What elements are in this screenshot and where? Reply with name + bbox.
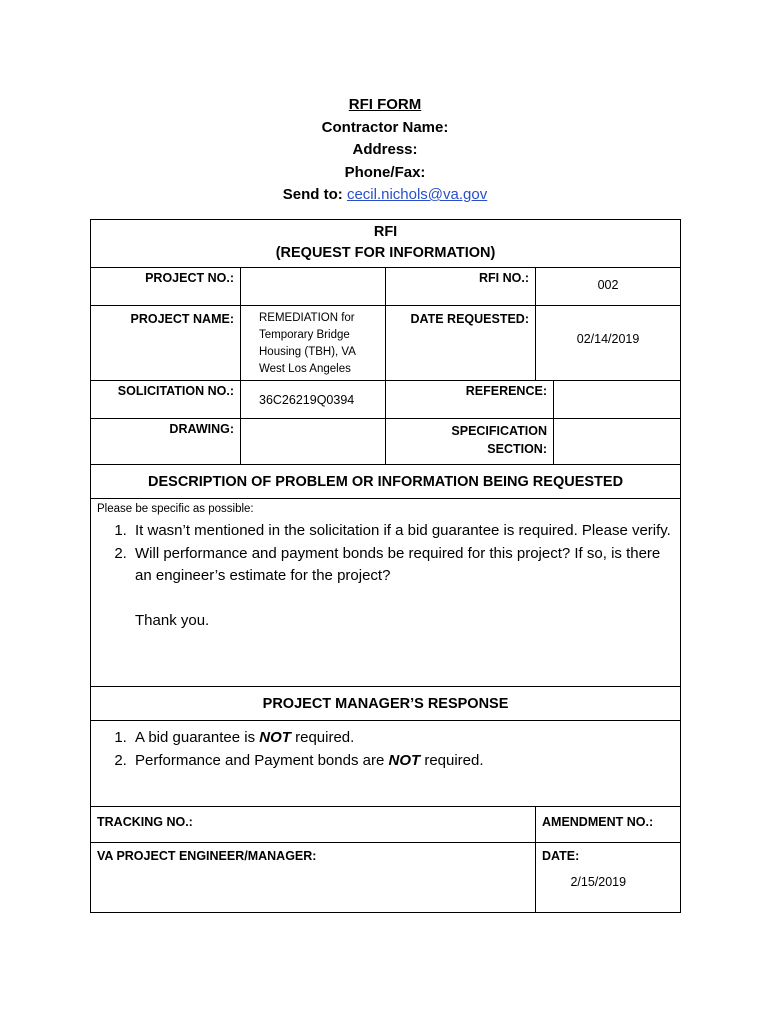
description-closing: Thank you. xyxy=(135,611,210,629)
response-heading: PROJECT MANAGER’S RESPONSE xyxy=(91,687,681,721)
project-no-value[interactable] xyxy=(241,268,386,306)
rfi-heading-line2: (REQUEST FOR INFORMATION) xyxy=(275,245,496,261)
description-body[interactable] xyxy=(91,499,681,687)
project-name-value[interactable]: REMEDIATION for Temporary Bridge Housing (TBH), VA West Los Angeles xyxy=(241,306,386,381)
description-item-1: 1. It wasn’t mentioned in the solicitation if a bid guarantee is required. Please verify. xyxy=(131,520,674,543)
va-project-engineer-label[interactable]: VA PROJECT ENGINEER/MANAGER: xyxy=(91,843,536,913)
rfi-form-table xyxy=(90,219,681,913)
response-item-2-emphasis: NOT xyxy=(388,751,421,769)
send-to-line xyxy=(0,184,770,207)
reference-label: REFERENCE: xyxy=(386,381,554,419)
description-instruction: Please be specific as possible: xyxy=(97,503,254,515)
response-item-1-emphasis: NOT xyxy=(259,729,291,746)
contractor-name-label: Contractor Name: xyxy=(321,118,449,136)
date-cell[interactable] xyxy=(536,843,681,913)
form-title: RFI FORM xyxy=(348,96,422,113)
spec-label-line1: SPECIFICATION xyxy=(451,424,547,438)
date-label: DATE: xyxy=(542,849,580,863)
rfi-no-value[interactable]: 002 xyxy=(536,268,681,306)
reference-value[interactable] xyxy=(554,381,681,419)
date-requested-value[interactable]: 02/14/2019 xyxy=(536,306,681,381)
tracking-no-label[interactable]: TRACKING NO.: xyxy=(91,807,536,843)
solicitation-no-label: SOLICITATION NO.: xyxy=(91,381,241,419)
description-item-2: 2. Will performance and payment bonds be required for this project? If so, is there an engineer’s estimate for the project? xyxy=(131,543,674,588)
project-name-label: PROJECT NAME: xyxy=(91,306,241,381)
project-no-label: PROJECT NO.: xyxy=(91,268,241,306)
drawing-value[interactable] xyxy=(241,419,386,465)
response-list xyxy=(97,727,674,772)
response-body[interactable] xyxy=(91,721,681,807)
amendment-no-label[interactable]: AMENDMENT NO.: xyxy=(536,807,681,843)
send-to-email-link[interactable]: cecil.nichols@va.gov xyxy=(346,186,488,203)
solicitation-no-value[interactable]: 36C26219Q0394 xyxy=(241,381,386,419)
phone-fax-label: Phone/Fax: xyxy=(344,163,426,181)
spec-label-line2: SECTION: xyxy=(487,442,547,456)
date-requested-label: DATE REQUESTED: xyxy=(386,306,536,381)
description-list xyxy=(97,520,674,588)
address-label: Address: xyxy=(352,141,418,158)
response-item-2: 2. Performance and Payment bonds are NOT required. xyxy=(131,750,674,773)
date-value: 2/15/2019 xyxy=(570,875,627,889)
specification-section-label xyxy=(386,419,554,465)
description-heading: DESCRIPTION OF PROBLEM OR INFORMATION BEING REQUESTED xyxy=(91,465,681,499)
specification-section-value[interactable] xyxy=(554,419,681,465)
rfi-no-label: RFI NO.: xyxy=(386,268,536,306)
rfi-heading-line1: RFI xyxy=(373,224,398,240)
rfi-heading xyxy=(91,220,681,268)
send-to-label: Send to: xyxy=(282,186,343,203)
response-item-1: 1. A bid guarantee is NOT required. xyxy=(131,727,674,750)
drawing-label: DRAWING: xyxy=(91,419,241,465)
form-header xyxy=(0,94,770,207)
